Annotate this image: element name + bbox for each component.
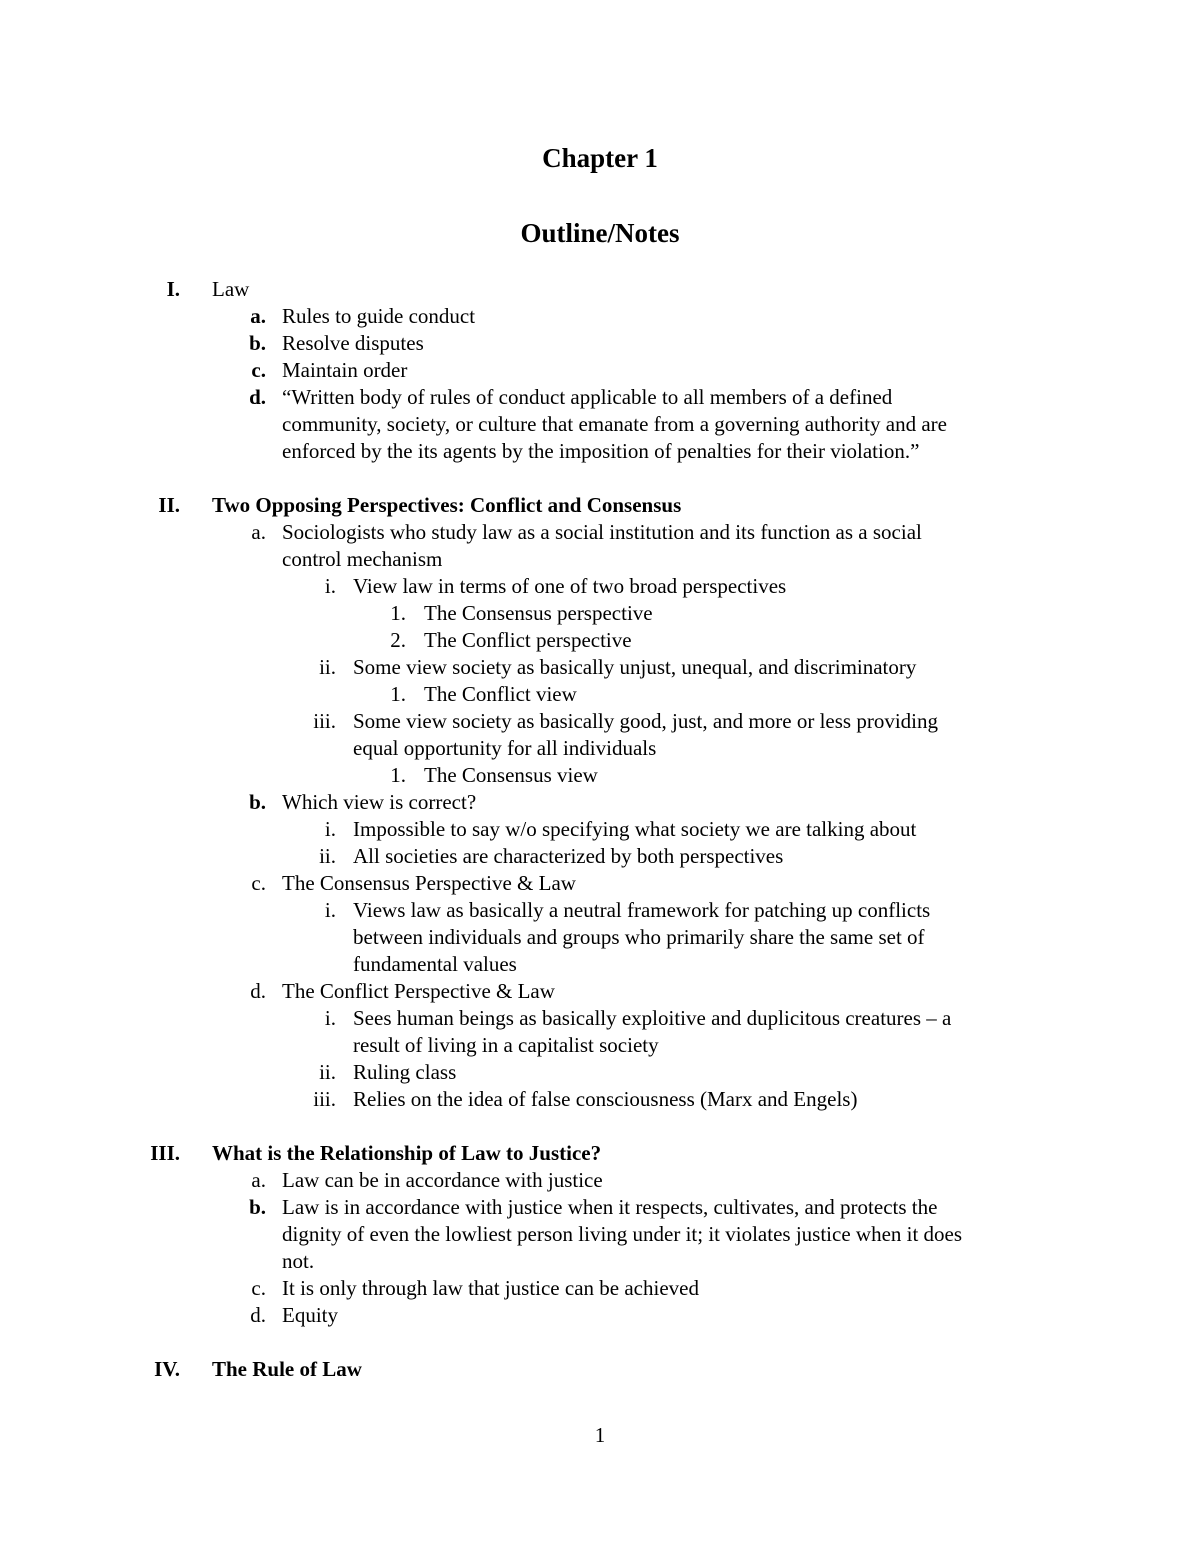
list-item: “Written body of rules of conduct applicable to all members of a defined (282, 385, 893, 409)
list-item: The Consensus Perspective & Law (282, 871, 576, 895)
list-marker: iii. (313, 709, 336, 733)
list-marker: i. (324, 574, 336, 598)
list-item: Some view society as basically good, just, and more or less providing (353, 709, 938, 733)
list-item: Resolve disputes (282, 331, 424, 355)
list-marker: 2. (390, 628, 406, 652)
list-marker: b. (249, 331, 266, 355)
list-marker: a. (251, 520, 266, 544)
list-item: Some view society as basically unjust, unequal, and discriminatory (353, 655, 917, 679)
list-marker: d. (250, 979, 266, 1003)
list-marker: c. (251, 871, 266, 895)
list-marker: c. (251, 1276, 266, 1300)
list-item-continuation: not. (282, 1249, 315, 1273)
section-heading: Law (212, 277, 250, 301)
list-item: The Conflict Perspective & Law (282, 979, 555, 1003)
list-item: It is only through law that justice can be achieved (282, 1276, 699, 1300)
list-item-continuation: fundamental values (353, 952, 517, 976)
list-marker: d. (249, 385, 266, 409)
list-marker: i. (324, 817, 336, 841)
list-marker: 1. (390, 601, 406, 625)
list-item-continuation: control mechanism (282, 547, 443, 571)
list-item: Law can be in accordance with justice (282, 1168, 603, 1192)
page-number: 1 (594, 1423, 606, 1447)
section-heading: The Rule of Law (212, 1357, 362, 1381)
list-item-continuation: community, society, or culture that emanate from a governing authority and are (282, 412, 947, 436)
list-item: All societies are characterized by both perspectives (353, 844, 784, 868)
list-marker: iii. (313, 1087, 336, 1111)
list-item: Views law as basically a neutral framework for patching up conflicts (353, 898, 931, 922)
list-marker: a. (250, 304, 266, 328)
list-item: Ruling class (353, 1060, 457, 1084)
list-item: Impossible to say w/o specifying what society we are talking about (353, 817, 917, 841)
list-marker: ii. (319, 1060, 336, 1084)
list-item-continuation: equal opportunity for all individuals (353, 736, 657, 760)
list-item: Sees human beings as basically exploitive and duplicitous creatures – a (353, 1006, 952, 1030)
list-marker: a. (251, 1168, 266, 1192)
section-number: IV. (154, 1357, 180, 1381)
list-item: The Consensus view (424, 763, 598, 787)
list-item: View law in terms of one of two broad perspectives (353, 574, 787, 598)
list-item: Maintain order (282, 358, 408, 382)
section-number: III. (150, 1141, 180, 1165)
list-item: Sociologists who study law as a social institution and its function as a social (282, 520, 922, 544)
list-marker: b. (249, 790, 266, 814)
section-heading: What is the Relationship of Law to Justice? (212, 1141, 602, 1165)
list-item: The Conflict view (424, 682, 577, 706)
section-heading: Two Opposing Perspectives: Conflict and Consensus (212, 493, 682, 517)
list-item: Which view is correct? (282, 790, 477, 814)
list-item-continuation: enforced by the its agents by the imposition of penalties for their violation.” (282, 439, 920, 463)
list-item-continuation: between individuals and groups who primarily share the same set of (353, 925, 925, 949)
section-number: II. (158, 493, 180, 517)
list-marker: b. (249, 1195, 266, 1219)
list-item: Law is in accordance with justice when it respects, cultivates, and protects the (282, 1195, 938, 1219)
list-marker: 1. (390, 763, 406, 787)
list-item: Relies on the idea of false consciousness (Marx and Engels) (353, 1087, 858, 1111)
list-marker: ii. (319, 655, 336, 679)
list-marker: i. (324, 1006, 336, 1030)
outline-subtitle: Outline/Notes (520, 218, 680, 248)
list-item: Equity (282, 1303, 338, 1327)
list-marker: ii. (319, 844, 336, 868)
list-item-continuation: result of living in a capitalist society (353, 1033, 659, 1057)
chapter-title: Chapter 1 (542, 143, 658, 173)
list-item: Rules to guide conduct (282, 304, 476, 328)
list-marker: d. (250, 1303, 266, 1327)
list-item-continuation: dignity of even the lowliest person living under it; it violates justice when it does (282, 1222, 963, 1246)
list-marker: c. (251, 358, 266, 382)
list-item: The Conflict perspective (424, 628, 632, 652)
list-marker: i. (324, 898, 336, 922)
list-item: The Consensus perspective (424, 601, 653, 625)
section-number: I. (166, 277, 180, 301)
list-marker: 1. (390, 682, 406, 706)
